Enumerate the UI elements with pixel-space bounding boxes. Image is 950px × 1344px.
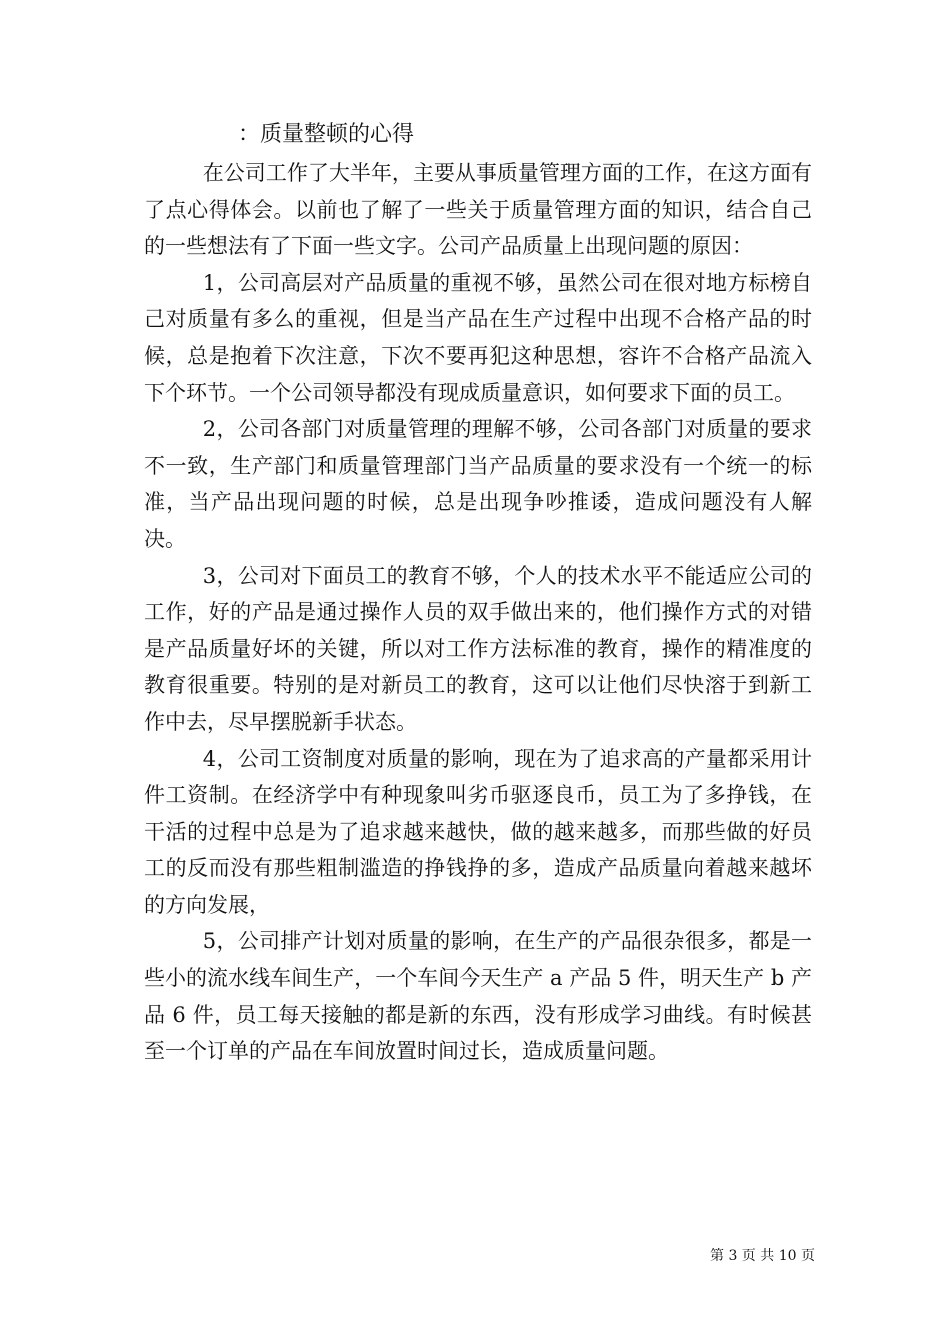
paragraph-intro: 在公司工作了大半年，主要从事质量管理方面的工作，在这方面有了点心得体会。以前也了解了一些关于质量管理方面的知识，结合自己的一些想法有了下面一些文字。公司产品质量上出现问题的原因： <box>144 161 812 259</box>
paragraph-point-3: 3，公司对下面员工的教育不够，个人的技术水平不能适应公司的工作，好的产品是通过操作人员的双手做出来的，他们操作方式的对错是产品质量好坏的关键，所以对工作方法标准的教育，操作的精准度的教育很重要。特别的是对新员工的教育，这可以让他们尽快溶于到新工作中去，尽早摆脱新手状态。 <box>144 563 812 734</box>
document-title: ：质量整顿的心得 <box>238 122 415 147</box>
page-number-footer: 第 3 页 共 10 页 <box>710 1248 815 1264</box>
document-body <box>144 155 812 1070</box>
paragraph-point-4: 4，公司工资制度对质量的影响，现在为了追求高的产量都采用计件工资制。在经济学中有种现象叫劣币驱逐良币，员工为了多挣钱，在干活的过程中总是为了追求越来越快，做的越来越多，而那些做的好员工的反而没有那些粗制滥造的挣钱挣的多，造成产品质量向着越来越坏的方向发展， <box>144 746 812 917</box>
paragraph-point-1: 1，公司高层对产品质量的重视不够，虽然公司在很对地方标榜自己对质量有多么的重视，但是当产品在生产过程中出现不合格产品的时候，总是抱着下次注意，下次不要再犯这种思想，容许不合格产品流入下个环节。一个公司领导都没有现成质量意识，如何要求下面的员工。 <box>144 270 812 405</box>
paragraph-point-5: 5，公司排产计划对质量的影响，在生产的产品很杂很多，都是一些小的流水线车间生产，一个车间今天生产 a 产品 5 件，明天生产 b 产品 6 件，员工每天接触的都是新的东西，没有形成学习曲线。有时候甚至一个订单的产品在车间放置时间过长，造成质量问题。 <box>144 929 812 1064</box>
paragraph-point-2: 2，公司各部门对质量管理的理解不够，公司各部门对质量的要求不一致，生产部门和质量管理部门当产品质量的要求没有一个统一的标准，当产品出现问题的时候，总是出现争吵推诿，造成问题没有人解决。 <box>144 417 812 551</box>
